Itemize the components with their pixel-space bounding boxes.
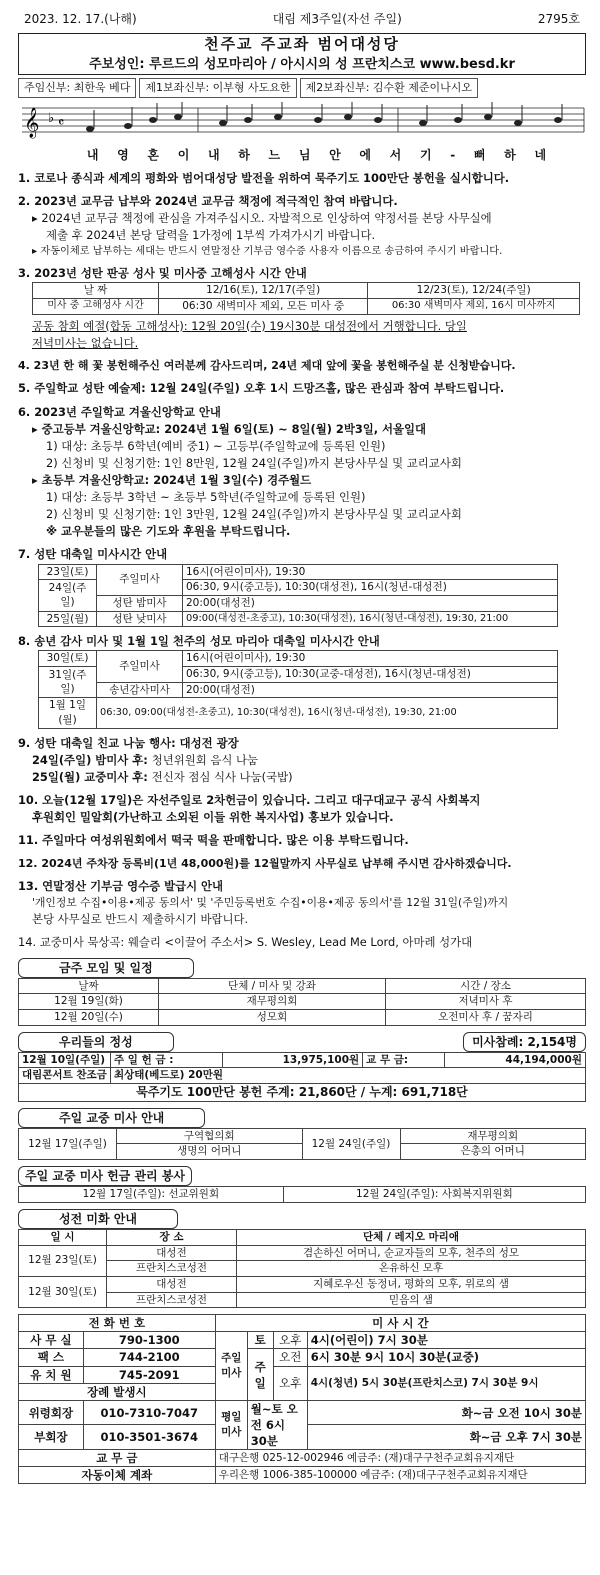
time-of-day: 오전 [273,1349,307,1366]
notice-2-title: 2. 2023년 교무금 납부와 2024년 교무금 책정에 적극적인 참여 바랍니다. [18,193,398,208]
table-cell: 겸손하신 어머니, 순교자들의 모후, 천주의 성모 [237,1245,586,1261]
attendance-value: 2,154명 [527,1034,577,1049]
lyric: 에 [359,147,372,162]
funeral-label: 위령회장 [19,1400,84,1425]
notice-6-line: ▸ 중고등부 겨울신앙학교: 2024년 1월 6일(토) ~ 8일(월) 2박3일, 서울일대 [32,421,427,436]
table-cell: 대성전 [107,1276,237,1292]
table-cell: 20:00(대성전) [183,682,558,698]
lyric: 느 [268,147,282,162]
table-cell: 12월 30일(토) [19,1276,107,1307]
table-cell: 성탄 밤미사 [97,595,183,611]
svg-text:𝄴: 𝄴 [58,114,65,131]
attendance-box [463,1032,586,1052]
table-cell: 날 짜 [33,283,159,299]
notice-8 [18,633,586,729]
notice-13-line: 본당 사무실로 반드시 제출하시기 바랍니다. [32,912,249,927]
table-cell: 대성전 [107,1245,237,1261]
lyric: 이 [177,147,191,162]
header [18,10,586,28]
notice-14: 14. 교중미사 묵상곡: 웨슬리 <이끌어 주소서> S. Wesley, Lead Me Lord, 아마레 성가대 [18,935,473,950]
hymn-lyrics [18,146,586,164]
pastor: 주임신부: 최한욱 베다 [18,78,136,98]
time-of-day: 오후 [273,1332,307,1349]
table-cell: 1월 1일(월) [39,698,97,728]
table-cell: 프란치스코성전 [107,1292,237,1308]
table-cell: 12/23(토), 12/24(주일) [368,283,580,299]
table-cell: 25일(월) [39,611,97,627]
table-header: 날짜 [19,978,159,994]
table-cell: 44,194,000원 [445,1052,586,1068]
table-cell: 16시(어린이미사), 19:30 [183,651,558,667]
notice-13 [18,878,586,928]
notice-3-title: 3. 2023년 성탄 판공 성사 및 미사중 고해성사 시간 안내 [18,266,307,281]
notice-1: 1. 코로나 종식과 세계의 평화와 범어대성당 발전을 위하여 묵주기도 100만단 봉헌을 실시합니다. [18,170,510,185]
svg-text:𝄞: 𝄞 [24,107,40,138]
table-cell: 30일(토) [39,651,97,667]
notice-2 [18,193,586,260]
table-cell: 은총의 어머니 [400,1144,586,1160]
table-cell: 24일(주일) [39,580,97,611]
sharing-label: 24일(주일) 밤미사 후: [32,752,152,767]
table-header: 단체 / 레지오 마리애 [237,1229,586,1245]
funeral-phone: 010-3501-3674 [83,1425,215,1450]
issue-number: 2795호 [537,12,580,26]
assistant-priest-1: 제1보좌신부: 이부형 사도요한 [139,78,296,98]
notice-13-title: 13. 연말정산 기부금 영수증 발급시 안내 [18,879,224,894]
dues-heading: 교 무 금 [19,1450,216,1467]
mass-times: 4시(청년) 5시 30분(프란치스코) 7시 30분 9시 [307,1366,585,1400]
mass-guide-table [18,1128,586,1160]
lyric: 하 [238,147,251,162]
time-of-day: 오후 [273,1366,307,1400]
lyric: 내 [86,147,100,162]
lyric: - [450,147,457,162]
mass-times: 6시 30분 9시 10시 30분(교중) [307,1349,585,1366]
phone-number: 790-1300 [83,1332,215,1349]
lyric: 뻐 [473,147,487,162]
lyric: 님 [298,147,312,162]
table-cell: 12/16(토), 12/17(주일) [159,283,368,299]
bank-account: 대구은행 025-12-002946 예금주: (재)대구구천주교회유지재단 [215,1450,585,1467]
day-label: 토 [247,1332,273,1349]
phone-heading: 전 화 번 호 [19,1315,216,1332]
table-cell: 지혜로우신 동정녀, 평화의 모후, 위로의 샘 [237,1276,586,1292]
meetings-table [18,978,586,1026]
sharing-text: 전신자 점심 식사 나눔(국밥) [151,770,293,785]
notice-6-line: 1) 대상: 초등부 6학년(예비 중1) ~ 고등부(주일학교에 등록된 인원) [46,438,386,453]
phone-number: 745-2091 [83,1366,215,1383]
notice-6-line: 2) 신청비 및 신청기한: 1인 3만원, 12월 24일(주일)까지 본당사무실 및 교리교사회 [46,507,462,522]
lyric: 혼 [147,147,160,162]
notice-3 [18,265,586,352]
table-cell: 09:00(대성전-초중고), 10:30(대성전), 16시(청년-대성전), 19:30, 21:00 [183,611,558,627]
table-cell: 12월 24일(주일): 사회복지위원회 [283,1187,585,1203]
offering-heading: 우리들의 정성 [18,1032,174,1052]
table-cell: 31일(주일) [39,667,97,698]
notice-10-line: 10. 오늘(12월 17일)은 자선주일로 2차헌금이 있습니다. 그리고 대구대교구 공식 사회복지 [18,793,481,808]
weekday-mass-label: 평일 미사 [215,1400,247,1449]
table-header: 장 소 [107,1229,237,1245]
table-cell: 06:30, 9시(중고등), 10:30(교중-대성전), 16시(청년-대성전) [183,667,558,683]
penance-text: 12월 20일(수) 19시30분 대성전에서 거행합니다. 당일 [191,318,467,333]
weekday-times: 월~토 오전 6시 30분 [247,1400,307,1449]
table-cell: 생명의 어머니 [117,1144,303,1160]
lyric: 네 [534,147,548,162]
table-cell: 12월 10일(주일) [19,1052,111,1068]
day-label: 주일 [247,1349,273,1400]
mass-time-heading: 미 사 시 간 [215,1315,585,1332]
notice-10 [18,792,586,826]
notice-7 [18,546,586,627]
notice-6-line: 1) 대상: 초등부 3학년 ~ 초등부 5학년(주일학교에 등록된 인원) [46,490,366,505]
notice-4: 4. 23년 한 해 꽃 봉헌해주신 여러분께 감사드리며, 24년 제대 앞에 꽃을 봉헌해주실 분 신청받습니다. [18,358,516,372]
table-cell: 12월 24일(주일) [302,1128,400,1159]
table-cell: 믿음의 샘 [237,1292,586,1308]
weekday-times: 화~금 오후 7시 30분 [307,1425,585,1450]
bank-account: 우리은행 1006-385-100000 예금주: (재)대구구천주교회유지재단 [215,1467,585,1484]
phone-label: 팩 스 [19,1349,84,1366]
table-cell: 13,975,100원 [222,1052,363,1068]
table-cell: 최상태(베드로) 20만원 [111,1068,586,1084]
table-cell: 주 일 헌 금 : [111,1052,223,1068]
table-cell: 06:30 새벽미사 제외, 16시 미사까지 [368,299,580,315]
liturgical-sunday: 대림 제3주일(자선 주일) [272,12,402,26]
table-cell: 12월 17일(주일) [19,1128,117,1159]
notice-6-line: ▸ 초등부 겨울신앙학교: 2024년 1월 3일(수) 경주월드 [32,473,312,488]
notice-13-line: '개인정보 수집•이용•제공 동의서' 및 '주민등록번호 수집•이용•제공 동의서'를 12월 31일(주일)까지 [32,896,509,910]
music-staff [18,100,586,146]
notice-6-title: 6. 2023년 주일학교 겨울신앙학교 안내 [18,404,221,419]
table-cell: 재무평의회 [159,994,386,1010]
table-header: 시간 / 장소 [386,978,586,994]
collection-table [18,1186,586,1203]
table-cell: 12월 17일(주일): 선교위원회 [19,1187,284,1203]
weekday-times: 화~금 오전 10시 30분 [307,1400,585,1425]
table-cell: 06:30, 09:00(대성전-초중고), 10:30(대성전), 16시(청년-대성전), 19:30, 21:00 [97,698,558,728]
attendance-label: 미사참례: [472,1034,524,1049]
table-cell: 송년감사미사 [97,682,183,698]
lyric: 하 [504,147,517,162]
notice-5: 5. 주일학교 성탄 예술제: 12월 24일(주일) 오후 1시 드망즈홀, 많은 관심과 참여 부탁드립니다. [18,381,505,396]
notice-9-title: 9. 성탄 대축일 친교 나눔 행사: 대성전 광장 [18,735,239,750]
church-name: 천주교 주교좌 범어대성당 [204,35,400,53]
sharing-text: 청년위원회 음식 나눔 [151,752,259,767]
lyric: 내 [207,147,221,162]
table-cell: 온유하신 모후 [237,1261,586,1277]
notice-9 [18,735,586,786]
priest-list [18,78,586,98]
funeral-heading: 장례 발생시 [19,1383,216,1400]
table-cell: 12월 20일(수) [19,1009,159,1025]
table-cell: 23일(토) [39,564,97,580]
phone-label: 유 치 원 [19,1366,84,1383]
auto-transfer-label: 자동이체 계좌 [19,1467,216,1484]
notice-12: 12. 2024년 주차장 등록비(1년 48,000원)를 12월말까지 사무실로 납부해 주시면 감사하겠습니다. [18,856,512,870]
notice-7-title: 7. 성탄 대축일 미사시간 안내 [18,547,168,562]
phone-number: 744-2100 [83,1349,215,1366]
penance-text-2: 저녁미사는 없습니다. [32,335,139,350]
table-header: 일 시 [19,1229,107,1245]
table-cell: 대림콘서트 찬조금 [19,1068,111,1084]
bulletin-date: 2023. 12. 17.(나해) [24,12,137,26]
notice-6 [18,404,586,541]
table-cell: 12월 19일(화) [19,994,159,1010]
table-cell: 미사 중 고해성사 시간 [33,299,159,315]
table-cell: 프란치스코성전 [107,1261,237,1277]
mass-guide-heading: 주일 교중 미사 안내 [18,1108,205,1128]
mass-times: 4시(어린이) 7시 30분 [307,1332,585,1349]
notice-8-title: 8. 송년 감사 미사 및 1월 1일 천주의 성모 마리아 대축일 미사시간 안내 [18,634,380,649]
footer-table [18,1314,586,1484]
lyric: 영 [117,147,130,162]
table-cell: 재무평의회 [400,1128,586,1144]
assistant-priest-2: 제2보좌신부: 김수환 제준이나시오 [300,78,478,98]
notice-6-line: 2) 신청비 및 신청기한: 1인 8만원, 12월 24일(주일)까지 본당사무실 및 교리교사회 [46,455,462,470]
title-box [18,33,586,75]
table-header: 단체 / 미사 및 강좌 [159,978,386,994]
sharing-label: 25일(월) 교중미사 후: [32,770,152,785]
funeral-label: 부회장 [19,1425,84,1450]
christmas-mass-table [38,564,558,628]
lyric: 서 [389,147,403,162]
notice-2-line: 제출 후 2024년 본당 달력을 1가정에 1부씩 가져가시기 바랍니다. [46,227,376,242]
table-cell: 성모회 [159,1009,386,1025]
table-cell: 주일미사 [97,651,183,682]
collection-heading: 주일 교중 미사 헌금 관리 봉사 [18,1166,192,1186]
table-cell: 구역협의회 [117,1128,303,1144]
patron-saints: 주보성인: 루르드의 성모마리아 / 아시시의 성 프란치스코 www.besd.kr [89,56,515,72]
notice-6-line: ※ 교우분들의 많은 기도와 후원을 부탁드립니다. [46,524,291,539]
table-cell: 06:30 새벽미사 제외, 모든 미사 중 [159,299,368,315]
table-cell: 16시(어린이미사), 19:30 [183,564,558,580]
lyric: 기 [419,147,433,162]
penance-label: 공동 참회 예절(합동 고해성사): [32,318,192,333]
notice-2-line: ▸ 자동이체로 납부하는 세대는 반드시 연말정산 기부금 영수증 사용자 이름으로 송금하여 주시기 바랍니다. [32,245,503,257]
table-cell: 오전미사 후 / 꿈자리 [386,1009,586,1025]
newyear-mass-table [38,650,558,728]
svg-text:♭: ♭ [48,110,55,126]
table-cell: 교 무 금: [363,1052,445,1068]
table-cell: 20:00(대성전) [183,595,558,611]
phone-label: 사 무 실 [19,1332,84,1349]
offering-table [18,1052,586,1102]
table-cell: 06:30, 9시(중고등), 10:30(대성전), 16시(청년-대성전) [183,580,558,596]
notice-10-line: 후원회인 밀알회(가난하고 소외된 이들 위한 복지사업) 홍보가 있습니다. [32,810,394,825]
lyric: 안 [329,147,342,162]
flowers-table [18,1229,586,1308]
table-cell: 주일미사 [97,564,183,595]
confession-table [32,282,580,314]
notice-2-line: ▸ 2024년 교무금 책정에 관심을 가져주십시오. 자발적으로 인상하여 약정서를 본당 사무실에 [32,210,492,225]
table-cell: 12월 23일(토) [19,1245,107,1276]
table-cell: 성탄 낮미사 [97,611,183,627]
funeral-phone: 010-7310-7047 [83,1400,215,1425]
sunday-mass-label: 주일 미사 [215,1332,247,1400]
flowers-heading: 성전 미화 안내 [18,1209,178,1229]
meetings-heading: 금주 모임 및 일정 [18,958,194,978]
notice-11: 11. 주일마다 여성위원회에서 떡국 떡을 판매합니다. 많은 이용 부탁드립니다. [18,833,409,848]
rosary-count: 묵주기도 100만단 봉헌 주계: 21,860단 / 누계: 691,718단 [19,1083,586,1101]
table-cell: 저녁미사 후 [386,994,586,1010]
